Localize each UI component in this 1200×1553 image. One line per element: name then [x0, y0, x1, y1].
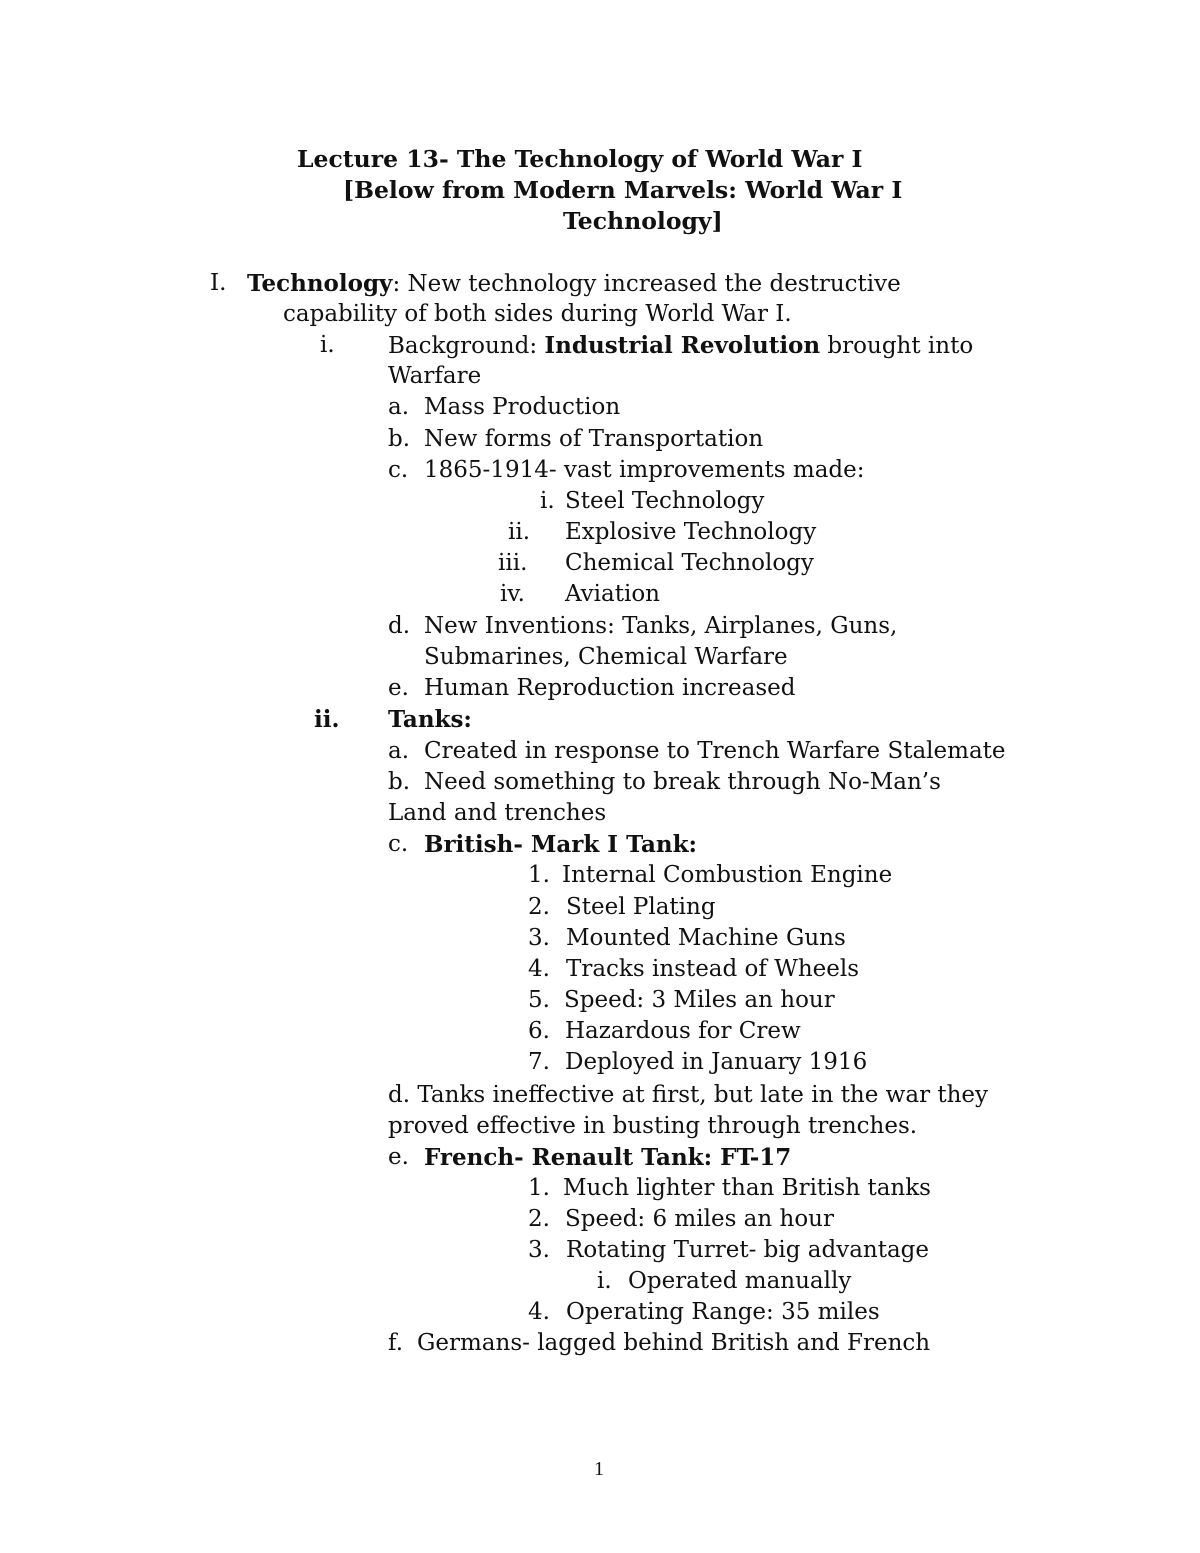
list-item: Need something to break through No-Man’s: [424, 769, 941, 795]
list-marker: 3.: [528, 1237, 550, 1263]
sub-ii-heading: Tanks:: [388, 706, 472, 733]
list-item: Speed: 6 miles an hour: [565, 1206, 834, 1232]
sub-i-bold: Industrial Revolution: [544, 332, 821, 359]
list-item: Internal Combustion Engine: [562, 862, 893, 888]
section-1-heading: Technology: [247, 270, 393, 297]
title-line-2: [Below from Modern Marvels: World War I: [343, 176, 903, 204]
list-item: 1865-1914- vast improvements made:: [424, 457, 865, 483]
list-marker: 5.: [528, 987, 550, 1013]
sub-ii-marker: ii.: [314, 706, 340, 733]
list-marker: b.: [388, 426, 411, 452]
list-marker: iii.: [498, 550, 528, 576]
list-marker: b.: [388, 769, 411, 795]
list-item: Aviation: [565, 581, 660, 607]
list-item: Mounted Machine Guns: [566, 925, 846, 951]
page-number: 1: [594, 1458, 604, 1480]
list-marker: d.: [388, 1082, 411, 1108]
list-item: Mass Production: [424, 394, 621, 420]
list-item: Steel Technology: [565, 488, 765, 514]
list-item: Germans- lagged behind British and French: [417, 1330, 931, 1356]
list-item: Explosive Technology: [565, 519, 817, 545]
list-marker: i.: [597, 1268, 612, 1294]
section-marker-I: I.: [210, 270, 227, 296]
list-marker: 6.: [528, 1018, 550, 1044]
list-item: Rotating Turret- big advantage: [566, 1237, 930, 1263]
list-item: Operated manually: [628, 1268, 852, 1294]
list-marker: i.: [540, 488, 555, 514]
list-item: [388, 1080, 988, 1111]
sub-i-marker: i.: [320, 332, 335, 358]
list-item: Operating Range: 35 miles: [566, 1299, 880, 1325]
list-item: New forms of Transportation: [424, 426, 764, 452]
list-text: Tanks ineffective at first, but late in the war they: [417, 1082, 989, 1108]
section-1-intro-text: : New technology increased the destructive: [392, 271, 901, 297]
list-marker: c.: [388, 831, 409, 857]
list-marker: d.: [388, 613, 411, 639]
list-item: Much lighter than British tanks: [563, 1175, 931, 1201]
list-marker: 1.: [528, 1175, 550, 1201]
list-item: Human Reproduction increased: [424, 675, 796, 701]
list-marker: ii.: [508, 519, 531, 545]
list-item: British- Mark I Tank:: [424, 831, 698, 858]
section-1-intro-cont: capability of both sides during World War I.: [283, 301, 792, 327]
sub-i-heading: [388, 330, 973, 362]
list-item: French- Renault Tank: FT-17: [424, 1144, 792, 1171]
list-marker: 1.: [528, 862, 550, 888]
list-marker: 4.: [528, 1299, 550, 1325]
sub-i-prefix: Background:: [388, 333, 545, 359]
list-marker: 3.: [528, 925, 550, 951]
list-item: Steel Plating: [566, 894, 716, 920]
list-marker: 7.: [528, 1049, 550, 1075]
list-item: Deployed in January 1916: [565, 1049, 868, 1075]
list-item: Chemical Technology: [565, 550, 814, 576]
list-marker: 2.: [528, 1206, 550, 1232]
sub-i-suffix: brought into: [820, 333, 974, 359]
list-marker: e.: [388, 1144, 409, 1170]
list-marker: c.: [388, 457, 409, 483]
title-line-3: Technology]: [563, 207, 723, 235]
list-marker: a.: [388, 394, 410, 420]
list-item: Hazardous for Crew: [565, 1018, 801, 1044]
list-item: Tracks instead of Wheels: [566, 956, 860, 982]
list-marker: 2.: [528, 894, 550, 920]
list-item-cont: Submarines, Chemical Warfare: [424, 644, 788, 670]
list-marker: a.: [388, 738, 410, 764]
list-item: Speed: 3 Miles an hour: [564, 987, 835, 1013]
list-item: Created in response to Trench Warfare Stalemate: [424, 738, 1006, 764]
list-item-cont: proved effective in busting through trenches.: [388, 1113, 918, 1139]
list-item-cont: Land and trenches: [388, 800, 607, 826]
section-1-intro: [247, 268, 901, 300]
sub-i-cont: Warfare: [388, 363, 482, 389]
list-marker: iv.: [500, 581, 525, 607]
list-marker: f.: [388, 1330, 404, 1356]
title-line-1: Lecture 13- The Technology of World War I: [297, 145, 863, 173]
list-marker: e.: [388, 675, 409, 701]
list-item: New Inventions: Tanks, Airplanes, Guns,: [424, 613, 898, 639]
list-marker: 4.: [528, 956, 550, 982]
